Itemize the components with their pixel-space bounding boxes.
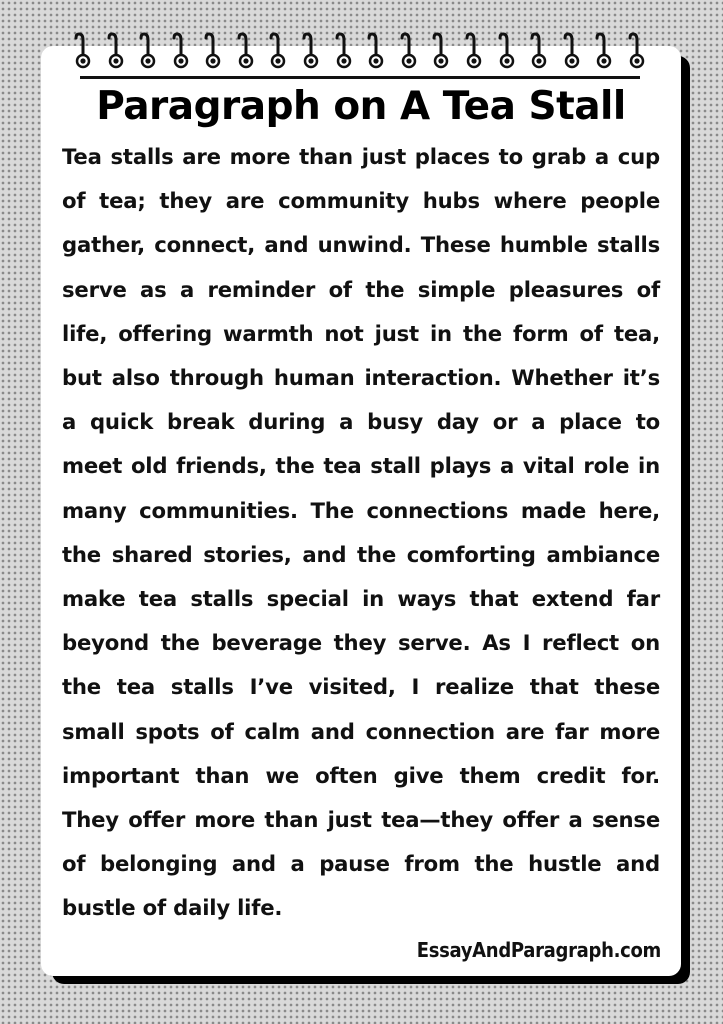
spiral-binding-ring-icon — [498, 28, 516, 72]
spiral-binding-ring-icon — [139, 28, 157, 72]
page-title: Paragraph on A Tea Stall — [96, 84, 626, 129]
spiral-binding-ring-icon — [432, 28, 450, 72]
spiral-binding-ring-icon — [335, 28, 353, 72]
spiral-binding-ring-icon — [530, 28, 548, 72]
spiral-binding-ring-icon — [367, 28, 385, 72]
spiral-binding-ring-icon — [628, 28, 646, 72]
spiral-binding-ring-icon — [563, 28, 581, 72]
spiral-binding-ring-icon — [237, 28, 255, 72]
spiral-binding-ring-icon — [595, 28, 613, 72]
spiral-binding-ring-icon — [172, 28, 190, 72]
spiral-binding — [40, 28, 680, 72]
spiral-binding-ring-icon — [107, 28, 125, 72]
spiral-binding-ring-icon — [465, 28, 483, 72]
spiral-binding-ring-icon — [400, 28, 418, 72]
spiral-binding-ring-icon — [269, 28, 287, 72]
website-credit: EssayAndParagraph.com — [416, 938, 661, 962]
spiral-binding-ring-icon — [204, 28, 222, 72]
spiral-binding-ring-icon — [302, 28, 320, 72]
spiral-binding-ring-icon — [74, 28, 92, 72]
title-divider — [80, 76, 640, 79]
paragraph-text: Tea stalls are more than just places to grab a cup of tea; they are community hubs where people gather, connect, and unwind. These humble stalls serve as a reminder of the simple pleasures of life, offering warmth not just in the form of tea, but also through human interaction. Whether it’s a quick break during a busy day or a place to meet old friends, the tea stall plays a vital role in many communities. The connections made here, the shared stories, and the comforting ambiance make tea stalls special in ways that extend far beyond the beverage they serve. As I reflect on the tea stalls I’ve visited, I realize that these small spots of calm and connection are far more important than we often give them credit for. They offer more than just tea—they offer a sense of belonging and a pause from the hustle and bustle of daily life. — [62, 144, 660, 921]
